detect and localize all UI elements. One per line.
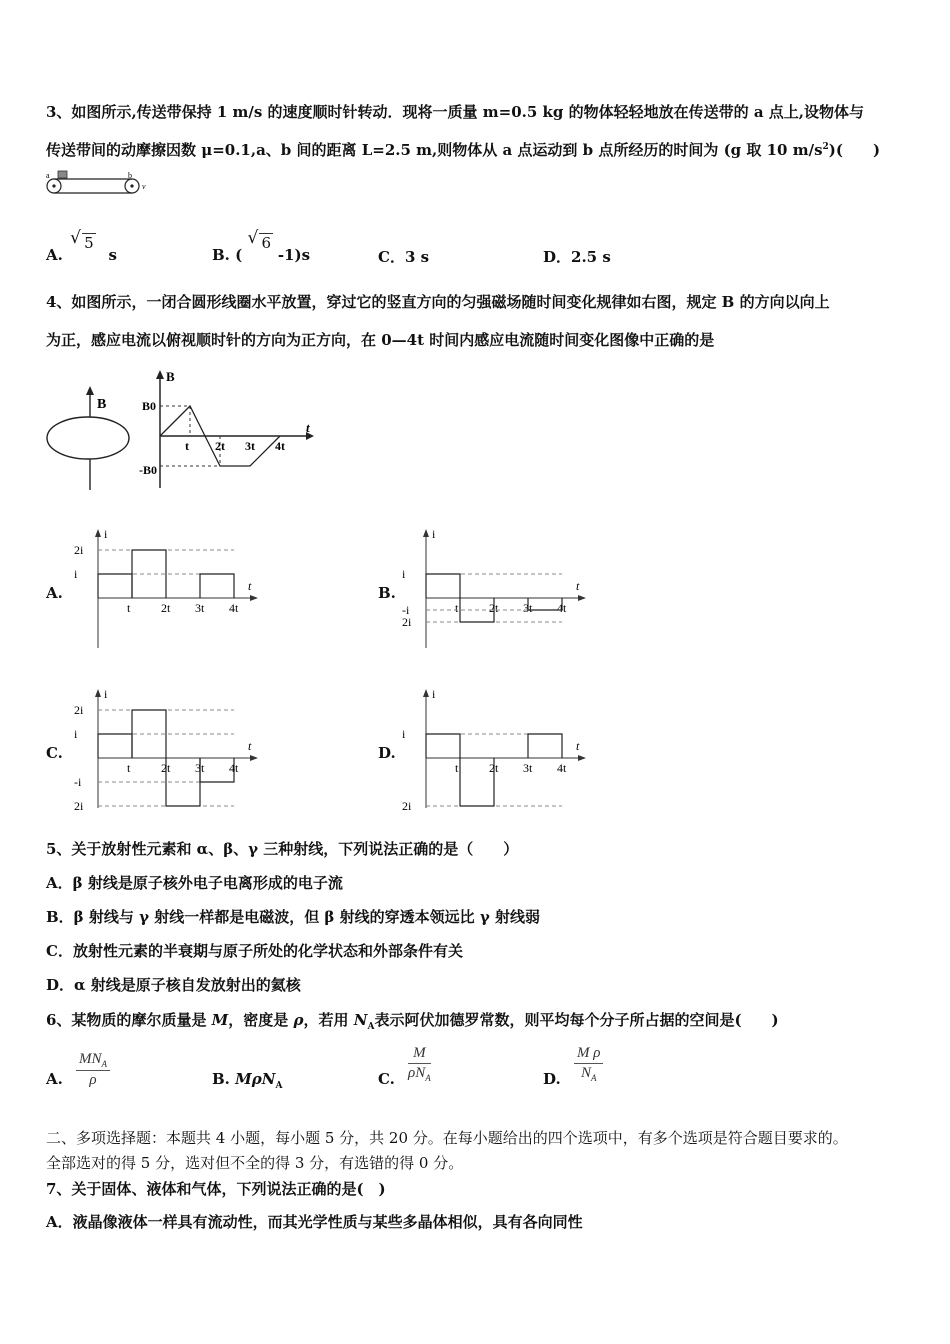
q6-option-a-fraction[interactable]: $MN_A$ ρ xyxy=(76,1051,110,1089)
opt-d-t-label: t xyxy=(576,739,580,753)
opt-d-i-label: i xyxy=(432,687,436,701)
opt-b-tick-3t: 3t xyxy=(523,601,533,615)
q4-option-b-graph[interactable] xyxy=(398,524,598,654)
opt-b-i-axis-arrow xyxy=(423,529,429,537)
q4-option-d-label[interactable]: D. xyxy=(378,744,396,762)
opt-a-segment-3 xyxy=(200,574,234,598)
q7-option-a[interactable]: A．液晶像液体一样具有流动性，而其光学性质与某些多晶体相似，具有各向同性 xyxy=(46,1213,583,1231)
q3-stem-line2: 传送带间的动摩擦因数 μ=0.1,a、b 间的距离 L=2.5 m,则物体从 a 点运动到 b 点所经历的时间为 (g 取 10 $m/s^2$)( ) xyxy=(46,141,881,159)
q4-option-b-label[interactable]: B. xyxy=(378,584,396,602)
tick-b0: B0 xyxy=(142,399,157,413)
conveyor-figure xyxy=(44,170,154,196)
q5-option-a[interactable]: A．β 射线是原子核外电子电离形成的电子流 xyxy=(46,874,343,892)
coil xyxy=(47,417,129,459)
opt-c-i-label: i xyxy=(104,687,108,701)
q4-option-a-label[interactable]: A. xyxy=(46,584,63,602)
opt-a-tick-t: t xyxy=(127,601,131,615)
q6-option-b[interactable]: B. MρN$_A$ xyxy=(212,1070,283,1091)
coil-figure xyxy=(44,386,134,492)
tick-t: t xyxy=(185,439,189,453)
opt-b-ytick-1: -i xyxy=(402,603,410,617)
opt-d-ytick-0: i xyxy=(402,727,406,741)
coil-b-label: B xyxy=(97,397,107,412)
q3-option-b[interactable]: B. ( √ 6 -1)s xyxy=(212,228,311,264)
q7-stem: 7、关于固体、液体和气体，下列说法正确的是( ) xyxy=(46,1180,386,1198)
opt-a-segment-0 xyxy=(98,574,132,598)
b-vs-t-graph xyxy=(138,366,328,496)
q6-option-d-label[interactable]: D. xyxy=(543,1070,561,1088)
q4-option-c-label[interactable]: C. xyxy=(46,744,63,762)
opt-a-i-axis-arrow xyxy=(95,529,101,537)
block xyxy=(58,171,67,178)
opt-d-tick-4t: 4t xyxy=(557,761,567,775)
q6-stem: 6、某物质的摩尔质量是 M，密度是 ρ，若用 $N_A$表示阿伏加德罗常数，则平均每个分子所占据的空间是( ) xyxy=(46,1011,779,1032)
q5-option-c[interactable]: C．放射性元素的半衰期与原子所处的化学状态和外部条件有关 xyxy=(46,942,463,960)
opt-d-t-axis-arrow xyxy=(578,755,586,761)
opt-d-segment-0 xyxy=(426,734,460,758)
q3-option-c[interactable]: C．3 s xyxy=(378,248,430,266)
label-a: a xyxy=(46,171,50,180)
q4-stem-line2: 为正，感应电流以俯视顺时针的方向为正方向，在 0—4t 时间内感应电流随时间变化图像中正确的是 xyxy=(46,331,715,349)
b-axis-arrow xyxy=(156,370,164,379)
label-v: v xyxy=(142,182,146,191)
q5-stem: 5、关于放射性元素和 α、β、γ 三种射线，下列说法正确的是（ ） xyxy=(46,840,519,858)
q6-option-c-label[interactable]: C. xyxy=(378,1070,395,1088)
q4-option-c-graph[interactable] xyxy=(70,684,270,814)
q3-option-a[interactable]: A. √ 5 s xyxy=(46,228,117,264)
q6-option-d-fraction[interactable]: $\frac{\text{M ρ}}{N_A}$ xyxy=(574,1045,603,1083)
opt-d-segment-3 xyxy=(528,734,562,758)
opt-a-i-label: i xyxy=(104,527,108,541)
q5-option-d[interactable]: D．α 射线是原子核自发放射出的氦核 xyxy=(46,976,301,994)
q4-option-d-graph[interactable] xyxy=(398,684,598,814)
q3-stem-line1: 3、如图所示,传送带保持 1 m/s 的速度顺时针转动．现将一质量 m=0.5 kg 的物体轻轻地放在传送带的 a 点上,设物体与 xyxy=(46,103,865,121)
opt-b-segment-0 xyxy=(426,574,460,598)
opt-a-tick-3t: 3t xyxy=(195,601,205,615)
opt-a-ytick-0: 2i xyxy=(74,543,84,557)
q6-option-a-label[interactable]: A. xyxy=(46,1070,63,1088)
section2-heading-line1: 二、多项选择题：本题共 4 小题，每小题 5 分，共 20 分。在每小题给出的四个选项中，有多个选项是符合题目要求的。 xyxy=(46,1129,848,1147)
opt-a-t-label: t xyxy=(248,579,252,593)
opt-c-ytick-0: 2i xyxy=(74,703,84,717)
opt-c-ytick-2: -i xyxy=(74,775,82,789)
opt-a-tick-2t: 2t xyxy=(161,601,171,615)
opt-c-tick-t: t xyxy=(127,761,131,775)
opt-c-ytick-3: 2i xyxy=(74,799,84,813)
t-axis-label: t xyxy=(306,420,310,435)
opt-c-ytick-1: i xyxy=(74,727,78,741)
opt-b-i-label: i xyxy=(432,527,436,541)
opt-b-tick-4t: 4t xyxy=(557,601,567,615)
b-axis-label: B xyxy=(166,369,175,384)
opt-b-t-axis-arrow xyxy=(578,595,586,601)
opt-c-i-axis-arrow xyxy=(95,689,101,697)
opt-b-ytick-2: 2i xyxy=(402,615,412,629)
tick-neg-b0: -B0 xyxy=(139,463,157,477)
q4-option-a-graph[interactable] xyxy=(70,524,270,654)
opt-d-tick-2t: 2t xyxy=(489,761,499,775)
tick-2t: 2t xyxy=(215,439,225,453)
opt-b-ytick-0: i xyxy=(402,567,406,581)
tick-4t: 4t xyxy=(275,439,285,453)
opt-c-tick-4t: 4t xyxy=(229,761,239,775)
opt-b-tick-2t: 2t xyxy=(489,601,499,615)
section2-heading-line2: 全部选对的得 5 分，选对但不全的得 3 分，有选错的得 0 分。 xyxy=(46,1154,464,1172)
opt-b-tick-t: t xyxy=(455,601,459,615)
opt-b-t-label: t xyxy=(576,579,580,593)
q5-option-b[interactable]: B．β 射线与 γ 射线一样都是电磁波，但 β 射线的穿透本领远比 γ 射线弱 xyxy=(46,908,540,926)
opt-d-tick-3t: 3t xyxy=(523,761,533,775)
tick-3t: 3t xyxy=(245,439,255,453)
opt-d-tick-t: t xyxy=(455,761,459,775)
opt-c-tick-3t: 3t xyxy=(195,761,205,775)
opt-c-segment-0 xyxy=(98,734,132,758)
opt-a-tick-4t: 4t xyxy=(229,601,239,615)
q4-stem-line1: 4、如图所示，一闭合圆形线圈水平放置，穿过它的竖直方向的匀强磁场随时间变化规律如右图，规定 B 的方向以向上 xyxy=(46,293,830,311)
opt-d-i-axis-arrow xyxy=(423,689,429,697)
q3-option-d[interactable]: D．2.5 s xyxy=(543,248,611,266)
opt-c-t-axis-arrow xyxy=(250,755,258,761)
label-b: b xyxy=(128,171,132,180)
opt-d-ytick-1: 2i xyxy=(402,799,412,813)
opt-c-t-label: t xyxy=(248,739,252,753)
opt-c-tick-2t: 2t xyxy=(161,761,171,775)
opt-a-t-axis-arrow xyxy=(250,595,258,601)
opt-a-ytick-1: i xyxy=(74,567,78,581)
q6-option-c-fraction[interactable]: M $\rho N_A$ xyxy=(408,1045,431,1083)
